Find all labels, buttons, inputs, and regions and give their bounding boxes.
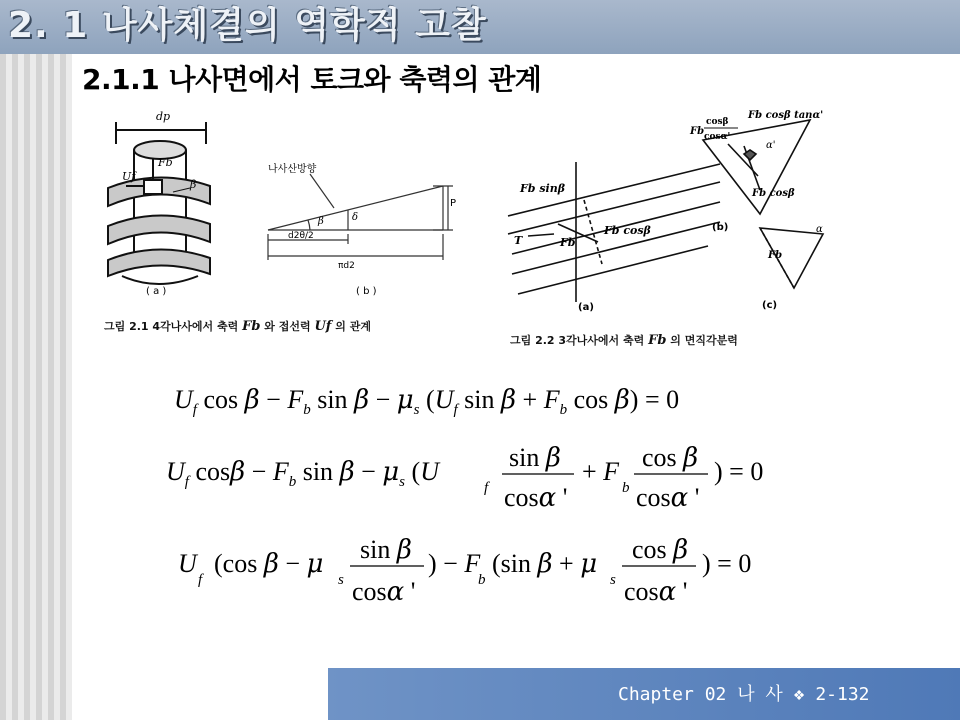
figure-2-1-drawing	[98, 108, 460, 340]
figure-2-2-caption	[510, 332, 738, 348]
sub-label-a: (a)	[578, 302, 594, 313]
label-fb-cosbeta-b: Fb cosβ	[752, 188, 795, 199]
figure-2-1-caption	[104, 318, 371, 334]
label-delta: δ	[352, 212, 359, 223]
figure-2-1	[98, 108, 460, 340]
caption-suffix: 의 관계	[335, 320, 371, 333]
svg-text:Uf cosβ − Fb sin β − μs (U: $U_f$ $\cos\beta - F_b$ $\sin \beta - \mu_s$ (U	[166, 457, 439, 490]
label-dp: dp	[156, 110, 171, 123]
svg-text:cosα ': cosα '	[624, 577, 688, 607]
sub-label-c: (c)	[762, 300, 778, 311]
svg-text:s: s	[338, 572, 344, 588]
equation-2-rendering	[164, 440, 774, 520]
caption-prefix: 그림 2.2 3각나사에서 축력	[510, 334, 645, 347]
svg-text:f: f	[198, 572, 203, 588]
label-alpha-prime: α'	[766, 140, 776, 151]
svg-text:) = 0: ) = 0	[714, 457, 764, 486]
label-frac-num: cosβ	[706, 117, 729, 127]
footer-page-label: Chapter 02 나 사 ❖ 2-132	[618, 684, 870, 705]
svg-text:) = 0: ) = 0	[702, 549, 752, 578]
caption-fb: Fb	[648, 333, 667, 348]
svg-text:(sin β + μ: (sin β + μ	[492, 549, 598, 579]
svg-text:Uf cos β − Fb sin β − μs (Uf s: $U_f$ $\cos \beta - F_b$ $\sin \beta - \mu_s$ ($U_f$ $\sin \beta + F_b$ cos β) = 0	[174, 385, 680, 418]
label-fb-cosbeta-tan: Fb cosβ tanα'	[748, 110, 824, 121]
svg-text:U: U	[178, 549, 197, 578]
sub-label-a: ( a )	[146, 286, 167, 297]
svg-text:sin β: sin β	[509, 443, 561, 473]
label-fb-b: Fb	[690, 126, 705, 137]
svg-text:b: b	[622, 480, 630, 496]
label-fb: Fb	[158, 156, 173, 169]
label-alpha: α	[816, 224, 823, 235]
svg-text:+ F: + F	[582, 457, 620, 486]
equation-3-rendering	[174, 530, 774, 612]
sub-label-b: ( b )	[356, 286, 377, 297]
label-fb-sinbeta: Fb sinβ	[520, 182, 566, 195]
svg-text:f: f	[484, 480, 489, 496]
svg-text:cosα ': cosα '	[352, 577, 416, 607]
svg-text:(cos β − μ: (cos β − μ	[214, 549, 324, 579]
slide-title: 2. 1 나사체결의 역학적 고찰	[8, 5, 487, 46]
label-pitch: P	[450, 198, 457, 209]
equation-1	[170, 378, 750, 422]
caption-suffix: 의 면직각분력	[670, 334, 738, 347]
svg-text:) − F: ) − F	[428, 549, 481, 578]
caption-prefix: 그림 2.1 4각나사에서 축력	[104, 320, 239, 333]
equation-1-rendering	[170, 378, 750, 422]
caption-fb: Fb	[242, 319, 261, 334]
svg-text:cos β: cos β	[632, 535, 689, 565]
svg-text:s: s	[610, 572, 616, 588]
svg-text:b: b	[478, 572, 486, 588]
label-uf: Uf	[122, 170, 136, 183]
caption-uf: Uf	[314, 319, 332, 334]
label-beta-b: β	[318, 216, 324, 227]
label-fb-cosbeta-a: Fb cosβ	[604, 224, 651, 237]
label-pi-d2: πd2	[338, 261, 355, 271]
equation-3	[174, 530, 774, 612]
figure-2-2	[498, 104, 834, 352]
label-beta-a: β	[190, 178, 197, 191]
label-thread-direction: 나사산방향	[268, 164, 317, 175]
svg-text:cosα ': cosα '	[504, 483, 568, 513]
label-torque-t: T	[514, 234, 523, 247]
section-heading: 2.1.1 나사면에서 토크와 축력의 관계	[82, 63, 542, 96]
title-bar	[0, 0, 960, 54]
label-d2theta: d2θ/2	[288, 231, 314, 241]
sub-label-b: (b)	[712, 222, 729, 233]
equation-2	[164, 440, 774, 520]
svg-text:cosα ': cosα '	[636, 483, 700, 513]
svg-text:cos β: cos β	[642, 443, 699, 473]
label-fb-a: Fb	[560, 236, 576, 249]
left-stripe-decoration	[0, 0, 72, 720]
label-fb-c: Fb	[768, 250, 783, 261]
svg-text:sin β: sin β	[360, 535, 412, 565]
label-frac-den: cosα'	[704, 132, 731, 142]
caption-mid: 와 접선력	[264, 320, 311, 333]
figure-2-2-drawing	[498, 104, 834, 352]
